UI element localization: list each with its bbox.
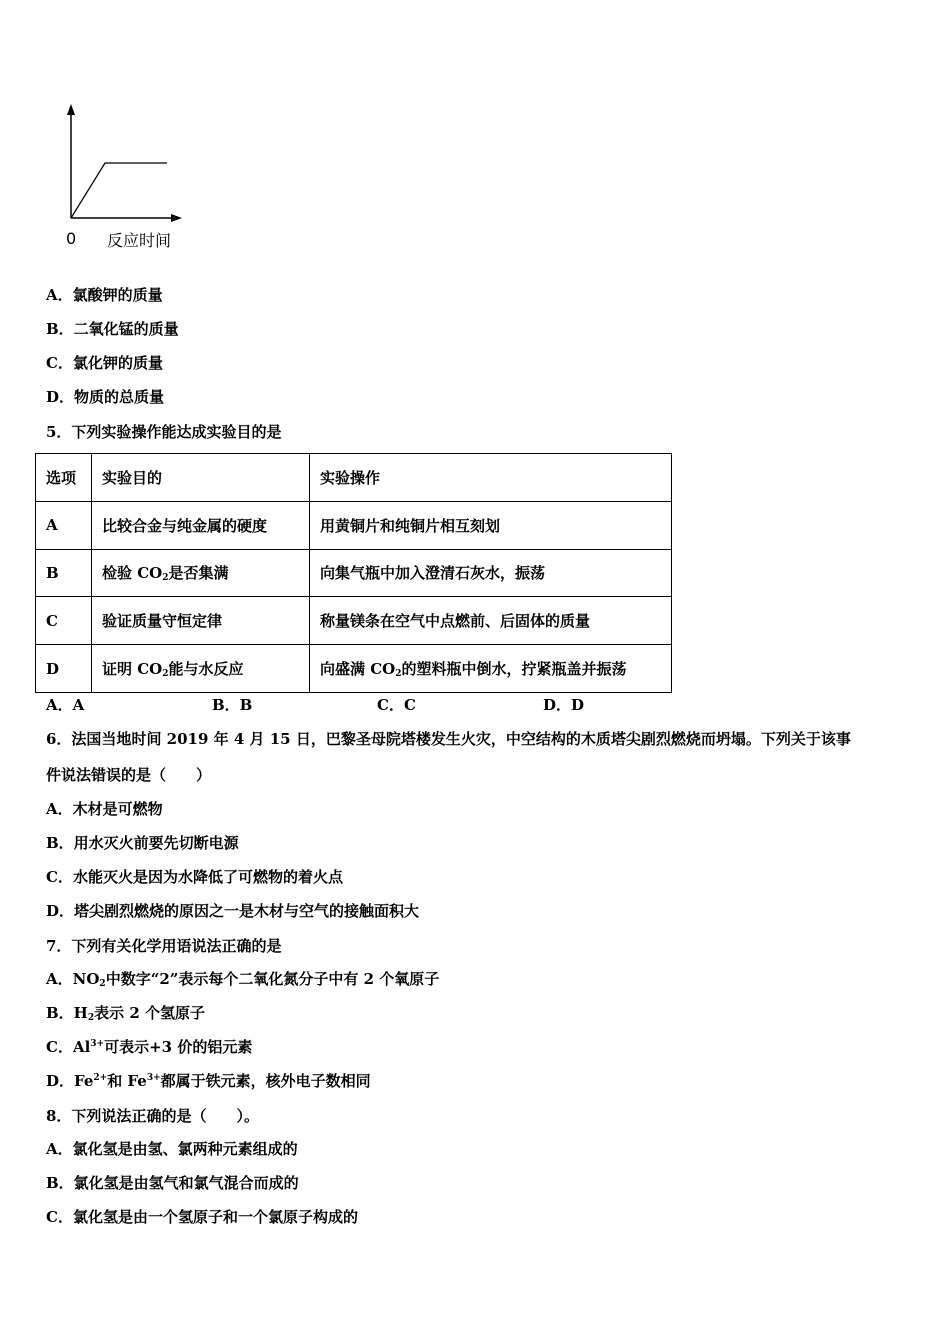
table-row <box>36 597 672 645</box>
q6-stem-line1: 6．法国当地时间 2019 年 4 月 15 日，巴黎圣母院塔楼发生火灾，中空结构的木质塔尖剧烈燃烧而坍塌。下列关于该事 <box>46 730 851 748</box>
q6-option-a: A．木材是可燃物 <box>46 800 163 818</box>
q8-stem: 8．下列说法正确的是（ ）。 <box>46 1107 259 1125</box>
header-goal: 实验目的 <box>92 454 310 502</box>
q7-option-c: C．$Al^{3+}$可表示+3 价的铝元素 <box>46 1038 253 1056</box>
q6-option-b: B．用水灭火前要先切断电源 <box>46 834 239 852</box>
q7-option-b: B．$H_2$表示 2 个氢原子 <box>46 1004 206 1023</box>
q4-option-b: B．二氧化锰的质量 <box>46 320 179 338</box>
row-goal: 证明 $CO_2$能与水反应 <box>92 645 310 693</box>
x-axis-arrow <box>171 214 182 222</box>
header-option: 选项 <box>36 454 92 502</box>
row-option: A <box>36 501 92 549</box>
q6-option-c: C．水能灭火是因为水降低了可燃物的着火点 <box>46 868 343 886</box>
table-row <box>36 549 672 597</box>
q8-option-c: C．氯化氢是由一个氢原子和一个氯原子构成的 <box>46 1208 358 1226</box>
q5-stem: 5．下列实验操作能达成实验目的是 <box>46 423 282 441</box>
q4-option-d: D．物质的总质量 <box>46 388 165 406</box>
row-goal: 检验 $CO_2$是否集满 <box>92 549 310 597</box>
q5-table <box>35 453 672 693</box>
graph-origin-label: 0 <box>66 229 77 248</box>
table-header-row <box>36 454 672 502</box>
q7-option-d: D．$Fe^{2+}$和 $Fe^{3+}$都属于铁元素，核外电子数相同 <box>46 1072 371 1090</box>
q4-option-a: A．氯酸钾的质量 <box>46 286 163 304</box>
table-row <box>36 645 672 693</box>
q5-answer-a: A．A <box>46 696 85 714</box>
graph-x-axis-label: 反应时间 <box>107 231 172 250</box>
row-option: D <box>36 645 92 693</box>
row-option: B <box>36 549 92 597</box>
q7-stem: 7．下列有关化学用语说法正确的是 <box>46 937 282 955</box>
graph-curve <box>71 163 167 218</box>
q8-option-a: A．氯化氢是由氢、氯两种元素组成的 <box>46 1140 298 1158</box>
q7-option-a: A．$NO_2$中数字“2”表示每个二氧化氮分子中有 2 个氧原子 <box>46 970 440 989</box>
q8-option-b: B．氯化氢是由氢气和氯气混合而成的 <box>46 1174 299 1192</box>
table-row <box>36 501 672 549</box>
q6-stem-line2: 件说法错误的是（ ） <box>46 766 212 784</box>
row-operation: 用黄铜片和纯铜片相互刻划 <box>310 501 672 549</box>
y-axis-arrow <box>67 104 75 115</box>
row-goal: 比较合金与纯金属的硬度 <box>92 501 310 549</box>
q5-answer-c: C．C <box>377 696 416 714</box>
q5-answer-b: B．B <box>212 696 253 714</box>
row-operation: 向集气瓶中加入澄清石灰水，振荡 <box>310 549 672 597</box>
header-operation: 实验操作 <box>310 454 672 502</box>
row-goal: 验证质量守恒定律 <box>92 597 310 645</box>
q4-option-c: C．氯化钾的质量 <box>46 354 163 372</box>
row-option: C <box>36 597 92 645</box>
q5-answer-d: D．D <box>543 696 585 714</box>
row-operation: 向盛满 $CO_2$的塑料瓶中倒水，拧紧瓶盖并振荡 <box>310 645 672 693</box>
q6-option-d: D．塔尖剧烈燃烧的原因之一是木材与空气的接触面积大 <box>46 902 420 920</box>
row-operation: 称量镁条在空气中点燃前、后固体的质量 <box>310 597 672 645</box>
